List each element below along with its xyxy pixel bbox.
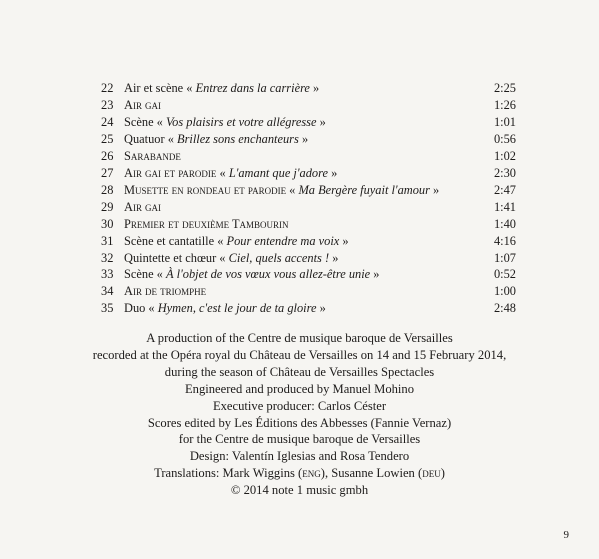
credit-executive-producer: Executive producer: Carlos Céster — [212, 398, 387, 413]
credit-copyright: © 2014 note 1 music gmbh — [230, 483, 369, 498]
track-number: 22 — [101, 81, 114, 95]
track-duration: 2:47 — [493, 182, 516, 197]
track-row — [0, 216, 599, 232]
track-title-smallcaps: Air gai — [124, 199, 162, 214]
track-title-smallcaps: Air gai — [124, 97, 162, 112]
track-title-suffix: » — [316, 114, 326, 129]
track-row — [0, 266, 599, 282]
track-duration: 2:48 — [493, 301, 516, 316]
track-number: 27 — [101, 165, 114, 180]
track-duration: 1:07 — [493, 250, 516, 265]
track-title-suffix: » — [327, 165, 338, 180]
track-title — [124, 266, 379, 282]
track-title-italic: Ciel, quels accents ! — [228, 250, 330, 265]
track-duration: 4:16 — [493, 233, 516, 248]
track-title-italic: Vos plaisirs et votre allégresse — [165, 114, 317, 129]
track-title — [124, 250, 338, 266]
credit-season: during the season of Château de Versailles Spectacles — [164, 364, 435, 379]
track-row — [0, 80, 599, 96]
track-row — [0, 131, 599, 147]
track-title — [124, 182, 439, 198]
track-title-suffix: » — [329, 250, 339, 265]
track-title — [124, 216, 289, 232]
track-duration: 1:01 — [493, 114, 516, 129]
page-number: 9 — [563, 529, 569, 541]
track-title-italic: Ma Bergère fuyait l'amour — [298, 182, 430, 197]
track-title — [124, 97, 161, 113]
track-title-quote-open: « — [286, 182, 299, 197]
track-title-prefix: Quintette et chœur « — [124, 250, 229, 265]
credits-block — [0, 330, 599, 499]
track-row — [0, 283, 599, 299]
track-duration: 1:40 — [493, 216, 516, 231]
track-title-suffix: » — [298, 131, 309, 146]
track-title — [124, 80, 319, 96]
translations-prefix: Translations: Mark Wiggins ( — [154, 466, 303, 481]
track-title-prefix: Quatuor « — [124, 131, 177, 146]
track-title-italic: L'amant que j'adore — [228, 165, 328, 180]
track-title-prefix: Scène « — [124, 114, 166, 129]
credit-production: A production of the Centre de musique baroque de Versailles — [146, 331, 453, 345]
track-title-smallcaps: Premier et deuxième Tambourin — [124, 216, 289, 231]
track-title-smallcaps: Air gai et parodie — [124, 165, 217, 180]
track-title-prefix: Duo « — [124, 301, 158, 316]
credit-scores: Scores edited by Les Éditions des Abbesses (Fannie Vernaz) — [147, 415, 452, 430]
track-duration: 2:30 — [493, 165, 516, 180]
track-title — [124, 131, 308, 147]
track-title-prefix: Scène « — [124, 267, 166, 282]
track-duration: 0:56 — [493, 131, 516, 146]
track-title — [124, 233, 349, 249]
track-duration: 1:02 — [493, 148, 516, 163]
track-title-italic: Hymen, c'est le jour de ta gloire — [157, 301, 317, 316]
track-title-suffix: » — [309, 81, 320, 95]
translations-mid: ), Susanne Lowien ( — [320, 466, 423, 481]
translations-deu: deu — [422, 466, 441, 481]
credit-engineered: Engineered and produced by Manuel Mohino — [184, 381, 415, 396]
track-row — [0, 250, 599, 266]
credit-design: Design: Valentín Iglesias and Rosa Tendero — [189, 449, 410, 464]
track-title-quote-open: « — [216, 165, 229, 180]
track-number: 29 — [101, 199, 114, 214]
translations-suffix: ) — [440, 466, 445, 481]
track-number: 33 — [101, 267, 114, 282]
track-title — [124, 148, 181, 164]
track-number: 35 — [101, 301, 114, 316]
track-title-suffix: » — [316, 301, 326, 316]
track-number: 32 — [101, 250, 114, 265]
track-duration: 0:52 — [493, 267, 516, 282]
track-duration: 2:25 — [493, 81, 516, 95]
track-number: 31 — [101, 233, 114, 248]
track-title-smallcaps: Air de triomphe — [124, 284, 207, 299]
credit-for-centre: for the Centre de musique baroque de Versailles — [178, 432, 421, 447]
track-title — [124, 114, 326, 130]
track-number: 23 — [101, 97, 114, 112]
track-row — [0, 233, 599, 249]
track-number: 24 — [101, 114, 114, 129]
track-duration: 1:41 — [493, 199, 516, 214]
credit-recorded: recorded at the Opéra royal du Château de Versailles on 14 and 15 February 2014, — [92, 347, 507, 362]
track-row — [0, 114, 599, 130]
track-title-italic: Entrez dans la carrière — [195, 81, 310, 95]
track-number: 25 — [101, 131, 114, 146]
track-title-smallcaps: Musette en rondeau et parodie — [124, 182, 287, 197]
track-title-prefix: Scène et cantatille « — [124, 233, 227, 248]
track-title-suffix: » — [429, 182, 440, 197]
track-title-italic: Pour entendre ma voix — [226, 233, 340, 248]
track-title-italic: À l'objet de vos vœux vous allez-être unie — [165, 267, 371, 282]
track-number: 30 — [101, 216, 114, 231]
track-row — [0, 165, 599, 181]
track-row — [0, 300, 599, 316]
track-number: 26 — [101, 148, 114, 163]
track-number: 28 — [101, 182, 114, 197]
track-title-suffix: » — [370, 267, 380, 282]
track-title — [124, 283, 206, 299]
track-title-prefix: Air et scène « — [124, 81, 196, 95]
track-title — [124, 199, 161, 215]
track-duration: 1:00 — [493, 284, 516, 299]
track-row — [0, 97, 599, 113]
track-row — [0, 148, 599, 164]
credit-translations — [0, 465, 599, 482]
track-title — [124, 165, 337, 181]
track-title-smallcaps: Sarabande — [124, 148, 181, 163]
translations-eng: eng — [302, 466, 321, 481]
track-title-italic: Brillez sons enchanteurs — [177, 131, 299, 146]
track-row — [0, 199, 599, 215]
track-duration: 1:26 — [493, 97, 516, 112]
track-title-suffix: » — [339, 233, 349, 248]
track-row — [0, 182, 599, 198]
track-number: 34 — [101, 284, 114, 299]
track-title — [124, 300, 326, 316]
